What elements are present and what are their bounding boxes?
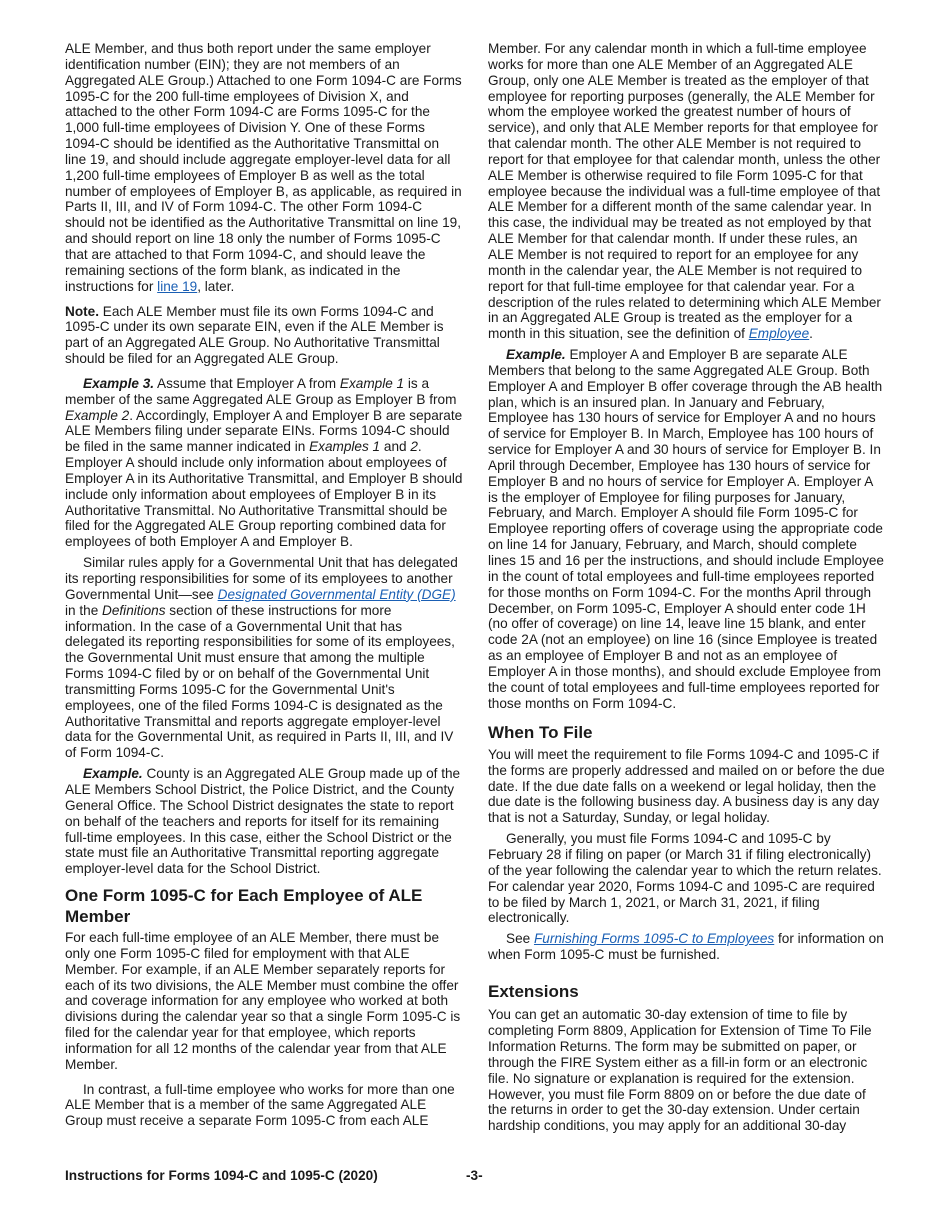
- paragraph: In contrast, a full-time employee who works for more than one ALE Member that is a member of the same Aggregated ALE Group must receive a separate Form 1095-C from each ALE: [65, 1081, 455, 1129]
- section-heading-one-form: One Form 1095-C for Each Employee of ALE Member: [65, 886, 423, 926]
- paragraph: You can get an automatic 30-day extension of time to file by completing Form 8809, Application for Extension of Time To File Information Returns. The form may be submitted on paper, or through the FIRE System either as a fill-in form or an electronic file. No signature or explanation is required for the extension. However, you must file Form 8809 on or before the due date of the returns in order to get the 30-day extension. Under certain hardship conditions, you may apply for an additional 30-day: [488, 1007, 872, 1134]
- page-footer: [65, 1168, 885, 1186]
- paragraph: ALE Member, and thus both report under the same employer identification number (EIN); they are not members of an Aggregated ALE Group.) Attached to one Form 1094-C are Forms 1095-C for the 200 full-time employees of Division X, and attached to the other Form 1094-C are Forms 1095-C for the 1,000 full-time employees of Division Y. One of these Forms 1094-C should be identified as the Authoritative Transmittal on line 19, and should include aggregate employer-level data for all 1,200 full-time employees of Employer B as well as the total number of employees of Employer B, as applicable, as required in Parts II, III, and IV of Form 1094-C. The other Form 1094-C should not be identified as the Authoritative Transmittal on line 19, and should report on line 18 only the number of Forms 1095-C that are attached to that Form 1094-C, and should leave the remaining sections of the form blank, as indicated in the instructions for line 19, later.: [65, 41, 462, 294]
- link-designated-governmental-entity[interactable]: Designated Governmental Entity (DGE): [217, 586, 456, 602]
- paragraph: Member. For any calendar month in which a full-time employee works for more than one ALE Member of an Aggregated ALE Group, only one ALE Member is treated as the employer of that employee for reporting purposes (generally, the ALE Member for whom the employee worked the greatest number of hours of service), and only that ALE Member reports for that employee for that calendar month. The other ALE Member is not required to report for that employee for that calendar month, unless the other ALE Member is otherwise required to file Form 1095-C for that employee because the individual was a full-time employee of that ALE Member for a different month of the same calendar year. In this case, the individual may be treated as not employed by that ALE Member for that calendar month. If under these rules, an ALE Member is not required to report for an employee for any month in the calendar year, the ALE Member is not required to report for that full-time employee for that calendar year. For a description of the rules related to determining which ALE Member in an Aggregated ALE Group is treated as the employer for a month in this situation, see the definition of Employee.: [488, 41, 881, 342]
- note-label: Note.: [65, 303, 99, 319]
- link-employee[interactable]: Employee: [748, 326, 810, 342]
- section-heading-when-to-file: When To File: [488, 723, 593, 743]
- left-column: [65, 41, 463, 1138]
- example-label: Example.: [83, 766, 143, 782]
- example-3-paragraph: Example 3. Assume that Employer A from Example 1 is a member of the same Aggregated ALE Group as Employer B from Example 2. Accordingly, Employer A and Employer B are separate ALE Members filing under separate EINs. Forms 1094-C should be filed in the same manner indicated in Examples 1 and 2. Employer A should include only information about employees of Employer A in its Authoritative Transmittal, and Employer B should include only information about employees of Employer B in its Authoritative Transmittal. No Authoritative Transmittal should be filed for the Aggregated ALE Group reporting combined data for employees of both Employer A and Employer B.: [65, 375, 463, 550]
- link-furnishing-forms[interactable]: Furnishing Forms 1095-C to Employees: [533, 931, 775, 947]
- governmental-unit-paragraph: Similar rules apply for a Governmental Unit that has delegated its reporting responsibilities for some of its employees to another Governmental Unit—see Designated Governmental Entity (DGE) in the Definitions section of these instructions for more information. In the case of a Governmental Unit that has delegated its reporting responsibilities for some of its employees, the Governmental Unit must ensure that among the multiple Forms 1094-C filed by or on behalf of the Governmental Unit transmitting Forms 1095-C for the Governmental Unit's employees, one of the filed Forms 1094-C is designated as the Authoritative Transmittal and reports aggregate employer-level data for the Governmental Unit, as required in Parts II, III, and IV of Form 1094-C.: [65, 555, 458, 761]
- link-line-19[interactable]: line 19: [157, 278, 198, 294]
- paragraph: Generally, you must file Forms 1094-C and 1095-C by February 28 if filing on paper (or March 31 if filing electronically) of the year following the calendar year to which the return relates. For calendar year 2020, Forms 1094-C and 1095-C are required to be filed by March 1, 2021, or March 31, 2021, if filing electronically.: [488, 831, 882, 926]
- example-label: Example.: [506, 347, 566, 363]
- example-paragraph: Example. County is an Aggregated ALE Group made up of the ALE Members School District, the Police District, and the County General Office. The School District designates the state to report on behalf of the teachers and reports for itself for its remaining full-time employees. In this case, either the School District or the state must file an Authoritative Transmittal reporting aggregate employer-level data for the School District.: [65, 766, 461, 877]
- section-heading-extensions: Extensions: [488, 981, 579, 1001]
- note-paragraph: Note. Each ALE Member must file its own Forms 1094-C and 1095-C under its own separate EIN, even if the ALE Member is part of an Aggregated ALE Group. No Authoritative Transmittal should be filed for an Aggregated ALE Group.: [65, 303, 444, 367]
- example-label: Example 3.: [83, 375, 155, 391]
- example-paragraph: Example. Employer A and Employer B are separate ALE Members that belong to the same Aggregated ALE Group. Both Employer A and Employer B offer coverage through the AB health plan, which is an insured plan. In January and February, Employee has 130 hours of service for Employer A and no hours of service for Employer B. In March, Employee has 100 hours of service for Employer A and 30 hours of service for Employer B. In April through December, Employee has 130 hours of service for Employer B and no hours of service for Employer A. Employer A is the employer of Employee for filing purposes for January, February, and March. Employer A should file Form 1095-C for Employee reporting offers of coverage using the appropriate code on line 14 for January, February, and March, should complete lines 15 and 16 per the instructions, and should include Employee in the count of total employees and full-time employees reported for those months on Form 1094-C. For the months April through December, on Form 1095-C, Employer A should enter code 1H (no offer of coverage) on line 14, leave line 15 blank, and enter code 2A (not an employee) on line 16 (since Employee is treated as an employee of Employer B and not as an employee of Employer A in those months), and should exclude Employee from the count of total employees and full-time employees reported for those months on Form 1094-C.: [488, 347, 884, 711]
- footer-title: Instructions for Forms 1094-C and 1095-C (2020): [65, 1168, 378, 1183]
- paragraph: See Furnishing Forms 1095-C to Employees for information on when Form 1095-C must be furnished.: [488, 931, 884, 963]
- paragraph: You will meet the requirement to file Forms 1094-C and 1095-C if the forms are properly addressed and mailed on or before the due date. If the due date falls on a weekend or legal holiday, then the due date is the following business day. A business day is any day that is not a Saturday, Sunday, or legal holiday.: [488, 746, 885, 826]
- right-column: [488, 41, 886, 1143]
- paragraph: For each full-time employee of an ALE Member, there must be only one Form 1095-C filed for employment with that ALE Member. For example, if an ALE Member separately reports for each of its two divisions, the ALE Member must combine the offer and coverage information for any employee who worked at both divisions during the calendar year so that a single Form 1095-C is filed for the calendar year for that employee, which reports information for all 12 months of the calendar year from that ALE Member.: [65, 930, 461, 1072]
- page-number: -3-: [466, 1168, 483, 1183]
